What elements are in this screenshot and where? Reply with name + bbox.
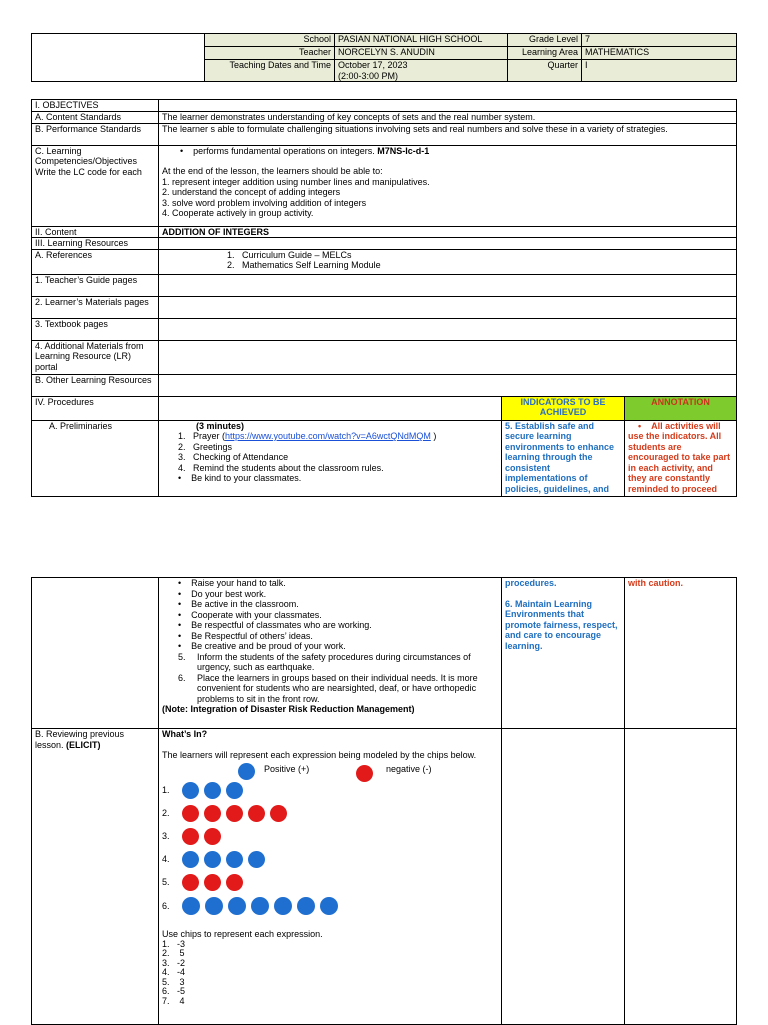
positive-chip-icon [251,897,269,915]
content-standards-label: A. Content Standards [32,112,159,124]
objectives-title: I. OBJECTIVES [32,100,159,112]
annotation-text: • All activities will use the indicators. All students are encouraged to take part in each activity, and they are constantly reminded to proceed [625,420,737,496]
bullet-icon: • [638,420,652,431]
bullet-icon: • [178,641,192,651]
performance-standards-label: B. Performance Standards [32,123,159,145]
positive-chip-icon [182,782,199,799]
lesson-table-page1 [31,99,737,497]
positive-chip-icon [297,897,315,915]
quarter-value: I [582,60,737,82]
chip-row [162,897,498,923]
prayer-video-link[interactable]: https://www.youtube.com/watch?v=A6wctQNdMQM [225,431,431,441]
chip-row-label: 5. [162,877,170,888]
positive-chip-icon [182,897,200,915]
performance-standards-value: The learner s able to formulate challenging situations involving sets and real numbers and solve these in a variety of strategies. [159,123,737,145]
positive-chip-icon [274,897,292,915]
chip-row [162,828,498,851]
bullet-icon: • [178,588,192,599]
content-label: II. Content [32,226,159,238]
chip-row [162,782,498,805]
dates-label: Teaching Dates and Time [205,60,335,82]
chip-row [162,805,498,828]
positive-chip-icon [226,851,243,868]
quarter-label: Quarter [508,60,582,82]
negative-chip-icon [204,828,221,845]
negative-chip-icon [270,805,287,822]
bullet-icon: • [178,609,192,620]
chip-rows [162,782,498,923]
bullet-icon: • [178,473,192,483]
bullet-icon: • [178,578,192,588]
content-value: ADDITION OF INTEGERS [159,226,737,238]
negative-chip-icon [226,874,243,891]
grade-label: Grade Level [508,34,582,47]
teachers-guide-label: 1. Teacher’s Guide pages [32,274,159,296]
annotation-text-cont: with caution. [625,578,737,729]
procedures-label: IV. Procedures [32,396,159,420]
teacher-label: Teacher [205,47,335,60]
content-standards-value: The learner demonstrates understanding of key concepts of sets and the real number system. [159,112,737,124]
competencies-label: C. Learning Competencies/Objectives Write the LC code for each [32,145,159,226]
positive-chip-icon [226,782,243,799]
chip-row-label: 4. [162,854,170,865]
preliminaries-label: A. Preliminaries [32,420,159,496]
learners-materials-label: 2. Learner’s Materials pages [32,296,159,318]
positive-chip-icon [248,851,265,868]
whats-in-content: What’s In? The learners will represent each expression being modeled by the chips below. Positive (+) negative (-) 1. 2. 3. 4. 5. 6. Use chips to represent each expression. 1. -3 2. 5 3. -2 4. -4 5. 3 6. -5 7. 4 [159,729,502,1025]
indicator-text-cont: procedures. 6. Maintain Learning Environments that promote fairness, respect, and care to encourage learning. [502,578,625,729]
school-value: PASIAN NATIONAL HIGH SCHOOL [335,34,508,47]
competencies-value: • performs fundamental operations on integers. M7NS-Ic-d-1 At the end of the lesson, the learners should be able to: 1. represent integer addition using number lines and manipulatives. 2. understand the concept of adding integers 3. solve word problem involving addition of integers 4. Cooperate actively in group activity. [159,145,737,226]
area-value: MATHEMATICS [582,47,737,60]
references-value: 1. Curriculum Guide – MELCs 2. Mathematics Self Learning Module [159,249,737,274]
rules-content: • Raise your hand to talk. • Do your best work. • Be active in the classroom. • Cooperate with your classmates. • Be respectful of classmates who are working. • Be Respectful of others’ ideas. • Be creative and be proud of your work. 5. Inform the students of the safety procedures during circumstances of urgency, such as earthquake. 6. Place the learners in groups based on their individual needs. It is more convenient for students who are nearsighted, deaf, or have orthopedic problems to sit in the front row. (Note: Integration of Disaster Risk Reduction Management) [159,578,502,729]
dates-value: October 17, 2023 (2:00-3:00 PM) [335,60,508,82]
positive-chip-icon [205,897,223,915]
other-resources-label: B. Other Learning Resources [32,374,159,396]
additional-materials-label: 4. Additional Materials from Learning Resource (LR) portal [32,340,159,374]
area-label: Learning Area [508,47,582,60]
chip-row [162,874,498,897]
chip-row-label: 6. [162,900,170,911]
references-label: A. References [32,249,159,274]
indicators-header: INDICATORS TO BE ACHIEVED [502,396,625,420]
school-label: School [205,34,335,47]
positive-chip-icon [320,897,338,915]
chip-row [162,851,498,874]
positive-chip-icon [204,782,221,799]
negative-chip-icon [182,874,199,891]
bullet-icon: • [178,630,192,641]
bullet-icon: • [178,620,192,630]
negative-chip-icon [226,805,243,822]
positive-chip-icon [182,851,199,868]
bullet-icon: • [178,599,192,609]
positive-chip-icon [238,763,255,780]
lesson-table-page2 [31,577,737,1025]
positive-chip-icon [204,851,221,868]
negative-chip-icon [182,828,199,845]
negative-chip-icon [204,805,221,822]
negative-chip-icon [204,874,221,891]
negative-chip-icon [248,805,265,822]
header-table [31,33,737,82]
teacher-value: NORCELYN S. ANUDIN [335,47,508,60]
positive-chip-icon [228,897,246,915]
resources-label: III. Learning Resources [32,238,159,250]
reviewing-label: B. Reviewing previous lesson. (ELICIT) [32,729,159,1025]
textbook-label: 3. Textbook pages [32,318,159,340]
chip-row-label: 2. [162,808,170,819]
chip-row-label: 3. [162,831,170,842]
bullet-icon: • [180,145,194,156]
indicator-text: 5. Establish safe and secure learning environments to enhance learning through the consistent implementations of policies, guidelines, and [502,420,625,496]
chip-row-label: 1. [162,785,170,796]
annotation-header: ANNOTATION [625,396,737,420]
preliminaries-content: (3 minutes) 1. Prayer (https://www.youtube.com/watch?v=A6wctQNdMQM ) 2. Greetings 3. Checking of Attendance 4. Remind the students about the classroom rules. • Be kind to your classmates. [159,420,502,496]
negative-chip-icon [356,765,373,782]
grade-value: 7 [582,34,737,47]
negative-chip-icon [182,805,199,822]
